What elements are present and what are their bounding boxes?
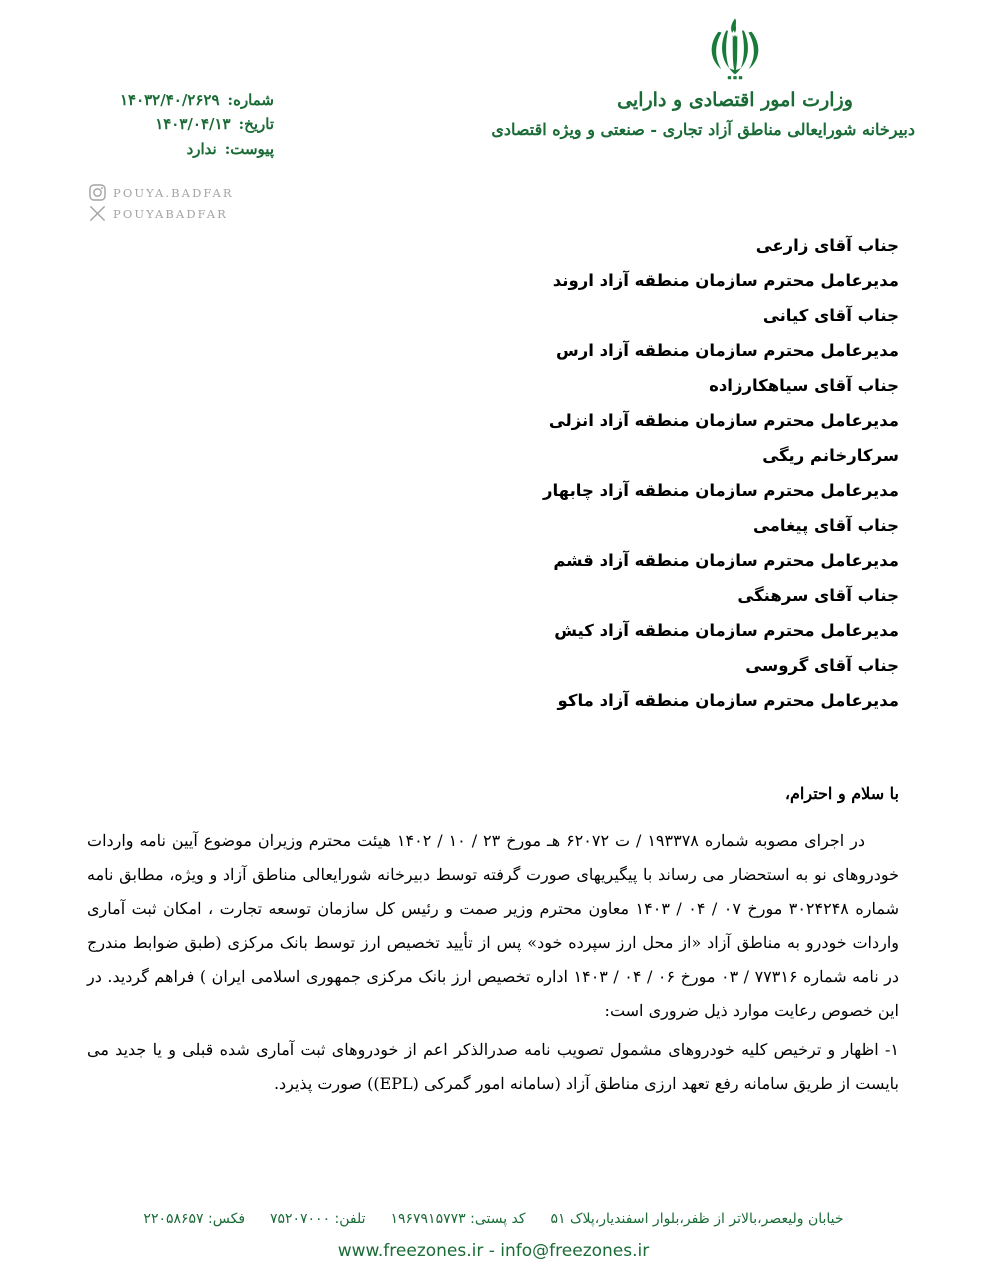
recipient-title: مدیرعامل محترم سازمان منطقه آزاد کیش (554, 621, 899, 640)
letter-number-label: شماره: (227, 91, 274, 109)
recipient-entry (79, 648, 899, 718)
instagram-icon (88, 183, 107, 202)
recipient-list (79, 228, 899, 718)
x-row (88, 203, 258, 224)
letter-attachment-label: پیوست: (224, 139, 274, 158)
footer-website[interactable]: www.freezones.ir - info@freezones.ir (337, 1240, 650, 1261)
recipient-name: جناب آقای کیانی (762, 306, 899, 325)
body-paragraph-1: در اجرای مصوبه شماره ۱۹۳۳۷۸ / ت ۶۲۰۷۲ هـ مورخ ۲۳ / ۱۰ / ۱۴۰۲ هیئت محترم وزیران موضوع آیین نامه واردات خودروهای نو به استحضار می رساند با پیگیریهای صورت گرفته توسط دبیرخانه شورایعالی مناطق آزاد و ویژه، مطابق نامه شماره ۳۰۲۴۲۴۸ مورخ ۰۷ / ۰۴ / ۱۴۰۳ معاون محترم وزیر صمت و رئیس کل سازمان توسعه تجارت ، امکان ثبت آماری واردات خودرو به مناطق آزاد «از محل ارز سپرده خود» پس از تأیید تخصیص ارز توسط بانک مرکزی (طبق ضوابط مندرج در نامه شماره ۷۷۳۱۶ / ۰۳ مورخ ۰۶ / ۰۴ / ۱۴۰۳ اداره تخصیص ارز بانک مرکزی جمهوری اسلامی ایران ) فراهم گردید. در این خصوص رعایت موارد ذیل ضروری است: (87, 831, 900, 1020)
recipient-title: مدیرعامل محترم سازمان منطقه آزاد انزلی (548, 411, 899, 430)
instagram-row (88, 182, 258, 203)
recipient-title: مدیرعامل محترم سازمان منطقه آزاد ماکو (557, 691, 899, 710)
recipient-name: جناب آقای سرهنگی (737, 586, 899, 605)
recipient-name: جناب آقای زارعی (755, 236, 899, 255)
letter-meta (78, 88, 274, 161)
letter-number-value: ۱۴۰۳۲/۴۰/۲۶۲۹ (119, 91, 220, 109)
recipient-name: جناب آقای گروسی (745, 656, 899, 675)
recipient-entry (79, 508, 899, 578)
letter-date-value: ۱۴۰۳/۰۴/۱۳ (155, 115, 231, 134)
page-footer (0, 1208, 987, 1264)
recipient-entry (79, 578, 899, 648)
recipient-entry (79, 228, 899, 298)
recipient-title: مدیرعامل محترم سازمان منطقه آزاد اروند (552, 271, 899, 290)
recipient-name: جناب آقای سیاهکارزاده (709, 376, 899, 395)
instagram-handle: POUYA.BADFAR (113, 185, 234, 200)
letter-number-row (78, 88, 274, 112)
recipient-entry (79, 438, 899, 508)
iran-emblem-icon (698, 14, 772, 82)
ministry-title: وزارت امور اقتصادی و دارایی (617, 89, 853, 111)
footer-address: خیابان ولیعصر،بالاتر از ظفر،بلوار اسفندیار،پلاک ۵۱ (550, 1211, 844, 1228)
recipient-name: جناب آقای پیغامی (752, 516, 899, 535)
letter-date-label: تاریخ: (238, 115, 274, 134)
x-handle: POUYABADFAR (113, 206, 228, 221)
epl-acronym: EPL (379, 1074, 413, 1094)
footer-fax-label: فکس: (208, 1211, 246, 1228)
recipient-title: مدیرعامل محترم سازمان منطقه آزاد چابهار (542, 481, 899, 500)
list-item-1-suffix: )) صورت پذیرد. (273, 1074, 380, 1094)
x-twitter-icon (88, 204, 107, 223)
footer-contact-line (0, 1208, 987, 1230)
footer-phone-value: ۷۵۲۰۷۰۰۰ (269, 1211, 331, 1228)
recipient-title: مدیرعامل محترم سازمان منطقه آزاد قشم (553, 551, 899, 570)
footer-phone-label: تلفن: (334, 1211, 366, 1228)
greeting-line: با سلام و احترام، (784, 784, 899, 803)
recipient-entry (79, 368, 899, 438)
letterhead (491, 14, 915, 142)
letter-body (87, 782, 899, 1101)
footer-postal-label: کد پستی: (470, 1211, 526, 1228)
letter-attachment-row (78, 137, 274, 161)
recipient-entry (79, 298, 899, 368)
recipient-name: سرکارخانم ریگی (762, 446, 899, 465)
recipient-title: مدیرعامل محترم سازمان منطقه آزاد ارس (555, 341, 899, 360)
letter-attachment-value: ندارد (186, 139, 217, 158)
body-list-item-1 (87, 1033, 899, 1101)
list-item-1-prefix: ۱- اظهار و ترخیص کلیه خودروهای مشمول تصویب نامه صدرالذکر اعم از خودروهای ثبت آماری شده قبلی و یا جدید می بایست از طریق سامانه رفع تعهد ارزی مناطق آزاد (سامانه امور گمرکی ( (87, 1040, 899, 1094)
letter-date-row (78, 112, 274, 136)
secretariat-title: دبیرخانه شورایعالی مناطق آزاد تجاری - صنعتی و ویژه اقتصادی (491, 119, 915, 139)
footer-postal-value: ۱۹۶۷۹۱۵۷۷۳ (390, 1211, 466, 1228)
social-watermark (88, 182, 258, 224)
footer-fax-value: ۲۲۰۵۸۶۵۷ (143, 1211, 204, 1228)
